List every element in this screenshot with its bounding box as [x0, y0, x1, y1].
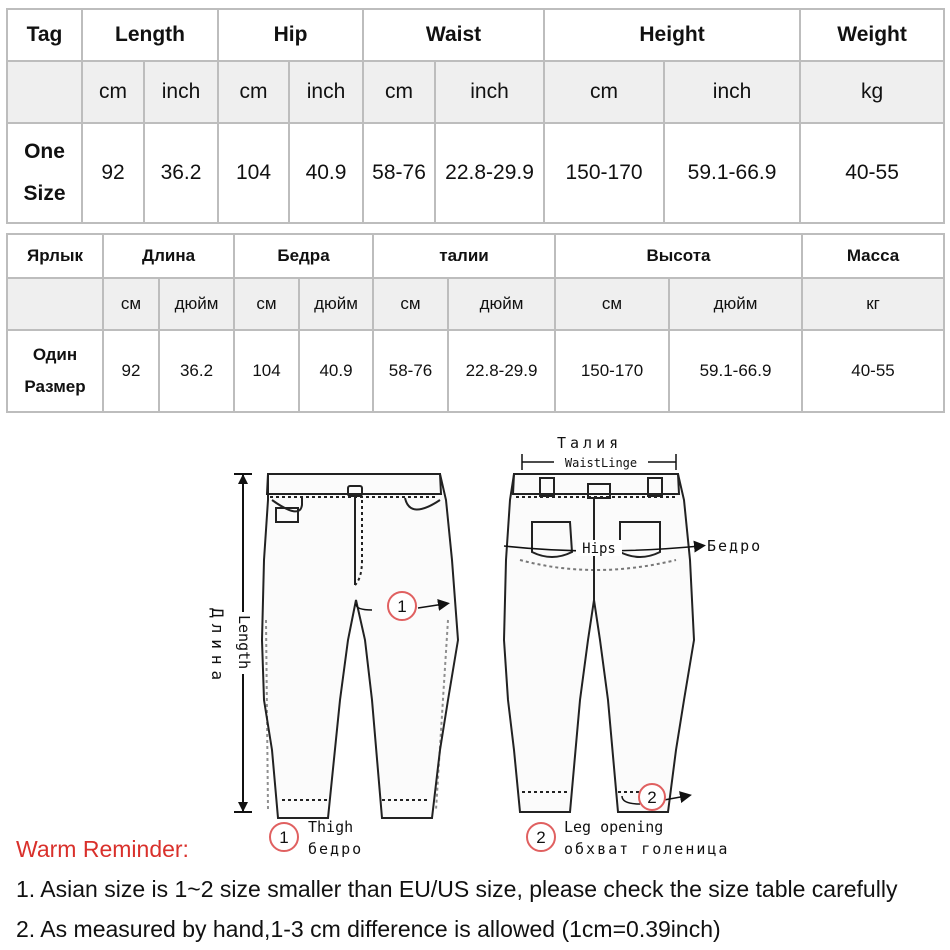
unit-cell: inch: [289, 61, 363, 123]
unit-cell: inch: [435, 61, 544, 123]
size-table-russian: [6, 233, 945, 413]
unit-cell: cm: [218, 61, 289, 123]
unit-cell: kg: [800, 61, 944, 123]
length-label-ru: Длина: [208, 608, 227, 687]
unit-cell: inch: [664, 61, 800, 123]
hips-label-ru: Бедро: [707, 537, 763, 555]
row-label-line-2: Size: [23, 182, 66, 205]
value-cell: 104: [234, 330, 299, 412]
leg-label-ru: обхват голеница: [564, 840, 730, 858]
header-weight: Weight: [800, 9, 944, 61]
value-cell: 40.9: [299, 330, 373, 412]
front-pants-drawing: [262, 474, 458, 818]
thigh-label-ru: бедро: [308, 840, 364, 858]
header-waist: талии: [373, 234, 555, 278]
row-label: [7, 330, 103, 412]
thigh-label-en: Thigh: [308, 818, 354, 836]
row-label-line-1: Один: [32, 345, 78, 364]
value-cell: 59.1-66.9: [669, 330, 802, 412]
unit-cell: см: [373, 278, 448, 330]
value-cell: 92: [82, 123, 144, 223]
value-cell: 40.9: [289, 123, 363, 223]
unit-cell: дюйм: [669, 278, 802, 330]
reminder-note-2: 2. As measured by hand,1-3 cm difference is allowed (1cm=0.39inch): [16, 916, 721, 942]
header-weight: Масса: [802, 234, 944, 278]
length-label-en: Length: [235, 615, 253, 670]
header-hip: Hip: [218, 9, 363, 61]
header-length: Длина: [103, 234, 234, 278]
header-row: [7, 9, 944, 61]
unit-cell: дюйм: [299, 278, 373, 330]
warm-reminder-title: Warm Reminder:: [16, 836, 189, 862]
unit-row: [7, 278, 944, 330]
legend-leg-opening: [527, 818, 729, 858]
row-label: [7, 123, 82, 223]
unit-cell: дюйм: [159, 278, 234, 330]
waist-label-en: WaistLinge: [564, 456, 638, 470]
unit-cell: inch: [144, 61, 218, 123]
marker-2: 2: [647, 788, 657, 807]
value-cell: 92: [103, 330, 159, 412]
value-cell: 58-76: [363, 123, 435, 223]
value-cell: 36.2: [144, 123, 218, 223]
header-waist: Waist: [363, 9, 544, 61]
header-height: Height: [544, 9, 800, 61]
unit-cell: кг: [802, 278, 944, 330]
header-height: Высота: [555, 234, 802, 278]
marker-1: 1: [397, 597, 407, 616]
header-length: Length: [82, 9, 218, 61]
unit-cell: дюйм: [448, 278, 555, 330]
unit-cell: см: [234, 278, 299, 330]
unit-row: [7, 61, 944, 123]
unit-cell-empty: [7, 278, 103, 330]
back-pants-drawing: [504, 474, 694, 812]
value-cell: 40-55: [800, 123, 944, 223]
row-label-line-1: One: [24, 140, 65, 163]
leg-label-en: Leg opening: [564, 818, 664, 836]
legend-marker-1: 1: [279, 828, 289, 847]
value-cell: 36.2: [159, 330, 234, 412]
legend-thigh: [270, 818, 363, 858]
unit-cell: cm: [544, 61, 664, 123]
unit-cell: cm: [82, 61, 144, 123]
size-table-english: [6, 8, 945, 224]
waist-label-ru: Талия: [557, 434, 623, 452]
header-tag: Tag: [7, 9, 82, 61]
value-cell: 40-55: [802, 330, 944, 412]
unit-cell: cm: [363, 61, 435, 123]
legend-marker-2: 2: [536, 828, 546, 847]
header-hip: Бедра: [234, 234, 373, 278]
value-cell: 58-76: [373, 330, 448, 412]
reminder-note-1: 1. Asian size is 1~2 size smaller than EU/US size, please check the size table carefully: [16, 876, 898, 902]
unit-cell: см: [555, 278, 669, 330]
value-row: [7, 330, 944, 412]
value-cell: 150-170: [544, 123, 664, 223]
header-tag: Ярлык: [7, 234, 103, 278]
value-cell: 150-170: [555, 330, 669, 412]
value-cell: 104: [218, 123, 289, 223]
value-cell: 22.8-29.9: [435, 123, 544, 223]
unit-cell: см: [103, 278, 159, 330]
header-row: [7, 234, 944, 278]
value-cell: 22.8-29.9: [448, 330, 555, 412]
row-label-line-2: Размер: [24, 377, 86, 396]
hips-label-en: Hips: [582, 541, 616, 557]
value-row: [7, 123, 944, 223]
value-cell: 59.1-66.9: [664, 123, 800, 223]
unit-cell-empty: [7, 61, 82, 123]
